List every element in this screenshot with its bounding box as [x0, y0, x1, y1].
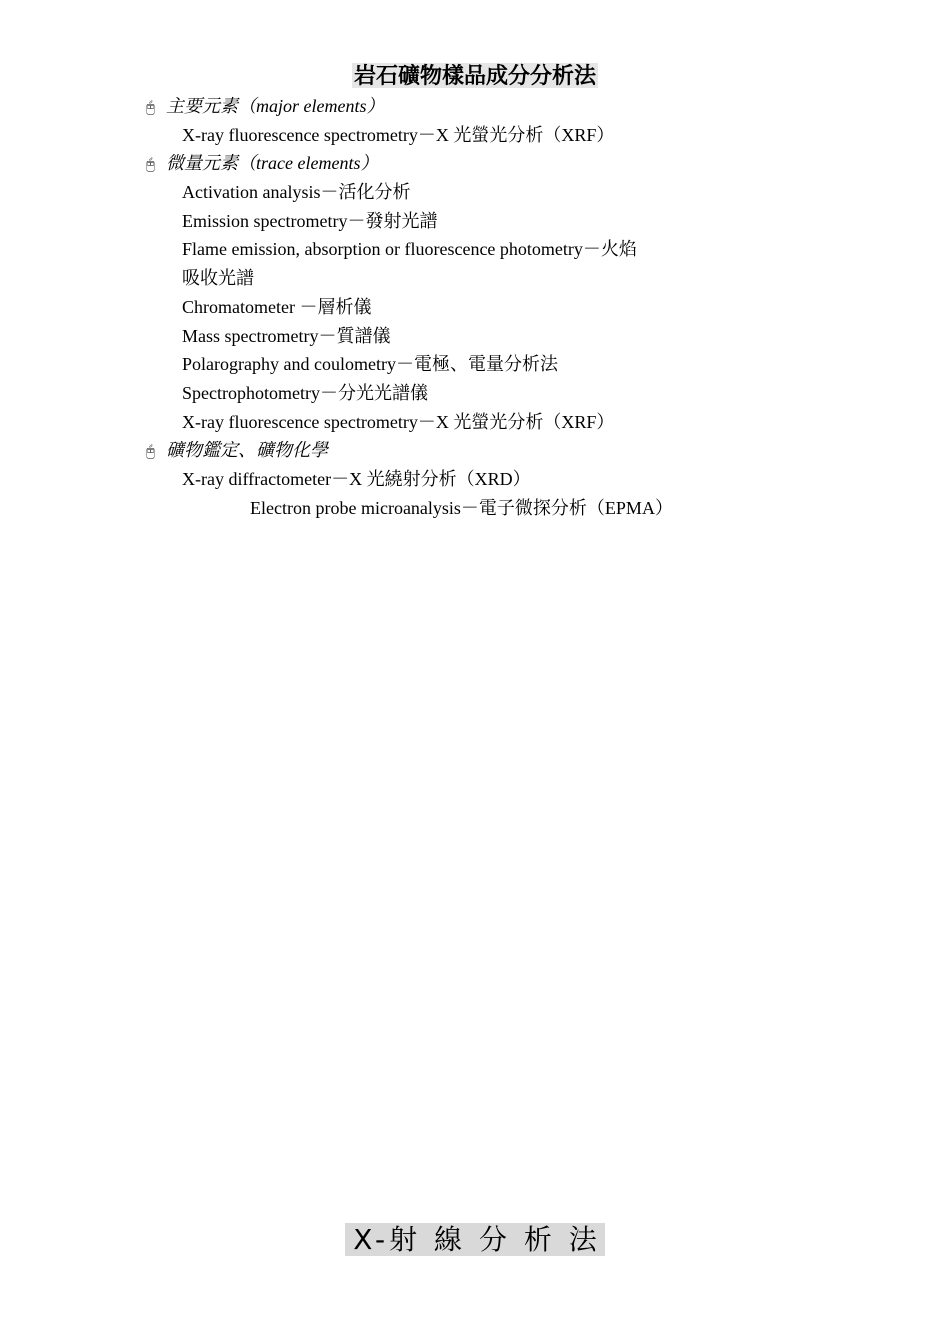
section-major-elements — [146, 92, 846, 149]
list-item: X-ray diffractometer－X 光繞射分析（XRD） — [182, 469, 531, 490]
section-heading: 🖰 礦物鑑定、礦物化學 — [146, 436, 846, 465]
footer-title — [0, 1221, 950, 1259]
page-title — [0, 61, 950, 91]
list-item: Emission spectrometry－發射光譜 — [182, 210, 438, 231]
computer-mouse-icon: 🖰 — [146, 155, 156, 174]
computer-mouse-icon: 🖰 — [146, 442, 156, 461]
list-item: Flame emission, absorption or fluorescence photometry－火焰吸收光譜 — [182, 239, 637, 289]
list-item: Chromatometer －層析儀 — [182, 296, 372, 317]
document-body — [146, 92, 846, 523]
section-mineral-identification — [146, 436, 846, 522]
list-item: Polarography and coulometry－電極、電量分析法 — [182, 354, 558, 375]
list-item: X-ray fluorescence spectrometry－X 光螢光分析（XRF） — [182, 411, 615, 432]
computer-mouse-icon: 🖰 — [146, 98, 156, 116]
list-item: X-ray fluorescence spectrometry－X 光螢光分析（XRF） — [182, 124, 615, 145]
footer-title-text: X-射 線 分 析 法 — [345, 1223, 605, 1256]
section-heading: 🖰 主要元素（major elements） — [146, 92, 846, 121]
list-item-indented: Electron probe microanalysis－電子微探分析（EPMA） — [250, 497, 673, 518]
section-trace-elements — [146, 149, 846, 436]
page-title-text: 岩石礦物樣品成分分析法 — [353, 63, 596, 88]
list-item: Spectrophotometry－分光光譜儀 — [182, 383, 428, 403]
list-item: Mass spectrometry－質譜儀 — [182, 325, 391, 346]
list-item: Activation analysis－活化分析 — [182, 182, 411, 203]
section-heading: 🖰 微量元素（trace elements） — [146, 149, 846, 178]
